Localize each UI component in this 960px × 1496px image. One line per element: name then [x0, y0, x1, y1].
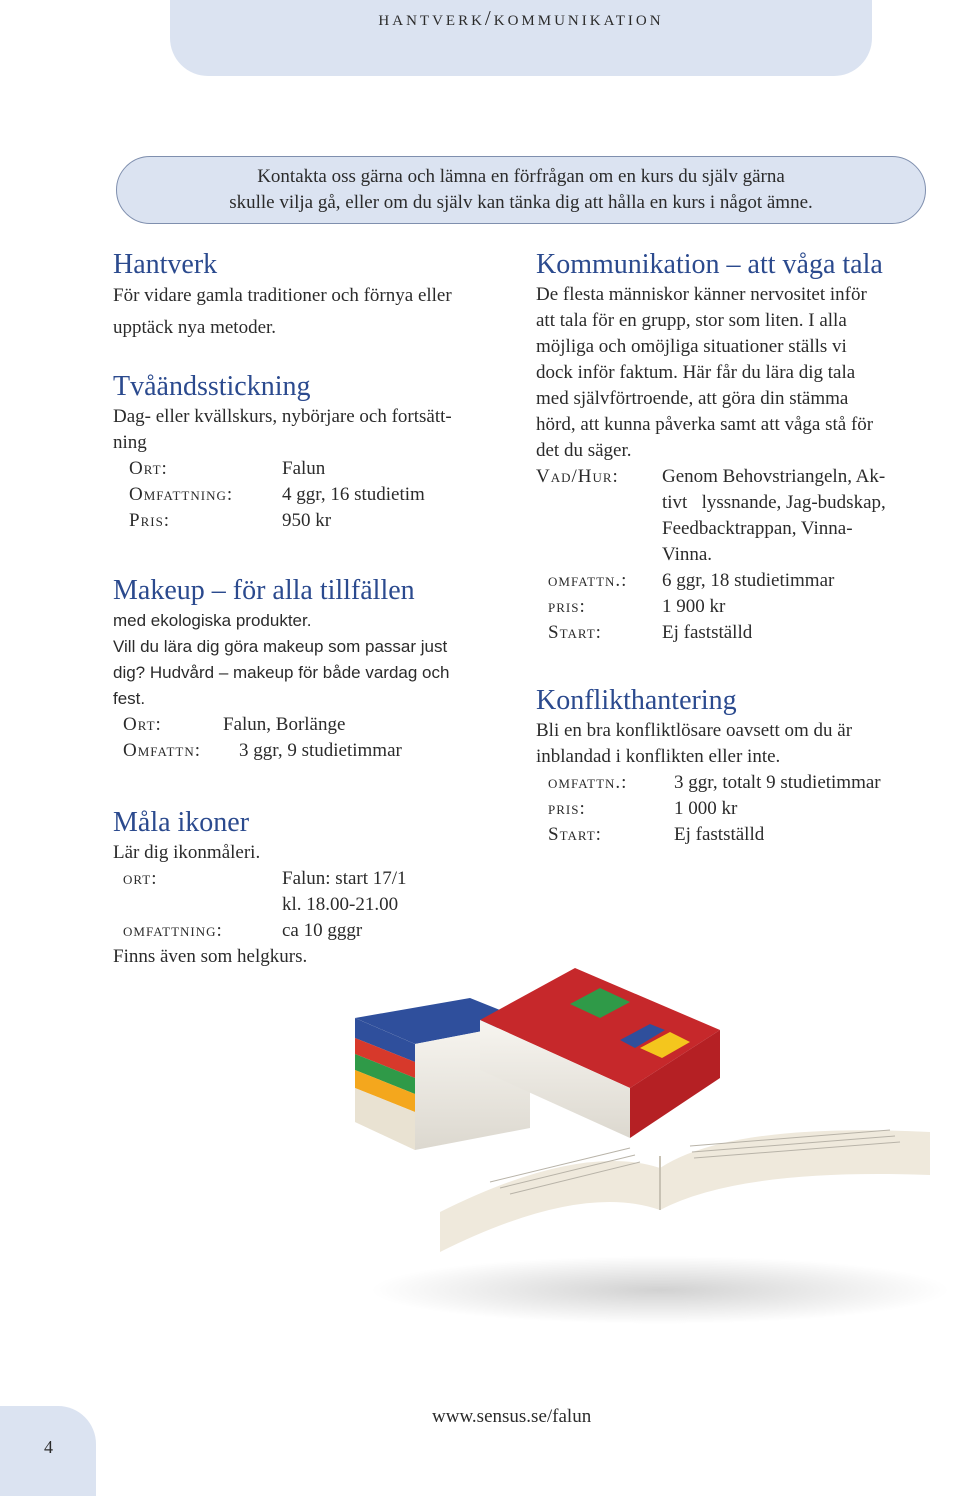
- komm-vad-4: Vinna.: [662, 544, 713, 565]
- hantverk-title: Hantverk: [113, 249, 218, 280]
- books-illustration: [330, 960, 960, 1330]
- header-title: hantverk/kommunikation: [378, 6, 664, 30]
- komm-vad-label: Vad/Hur:: [536, 466, 619, 487]
- hantverk-line-2: upptäck nya metoder.: [113, 317, 277, 338]
- konflikt-pris-label: pris:: [548, 798, 586, 819]
- komm-start-label: Start:: [548, 622, 602, 643]
- konflikt-title: Konflikthantering: [536, 685, 737, 716]
- tvaand-ort-label: Ort:: [129, 458, 168, 479]
- komm-line: hörd, att kunna påverka samt att våga stå för: [536, 414, 874, 435]
- ikoner-title: Måla ikoner: [113, 807, 250, 838]
- header-tab: [170, 0, 872, 76]
- makeup-info: [123, 712, 402, 764]
- makeup-title: Makeup – för alla tillfällen: [113, 575, 415, 606]
- konflikt-omf-label: omfattn.:: [548, 772, 628, 793]
- makeup-desc: [113, 608, 513, 712]
- tvaand-line-2: ning: [113, 432, 147, 453]
- page-number: 4: [44, 1437, 53, 1457]
- contact-text: [229, 164, 813, 216]
- right-column: [536, 248, 936, 848]
- konflikt-start: Ej fastställd: [674, 824, 765, 845]
- komm-vad-1: Genom Behovstriangeln, Ak-: [662, 466, 886, 487]
- komm-omf: 6 ggr, 18 studietimmar: [662, 570, 835, 591]
- tvaand-omf: 4 ggr, 16 studietim: [282, 484, 425, 505]
- makeup-ort: Falun, Borlänge: [223, 714, 346, 735]
- komm-line: möjliga och omöjliga situationer ställs vi: [536, 336, 847, 357]
- konflikt-line-1: Bli en bra konfliktlösare oavsett om du är: [536, 720, 853, 741]
- komm-line: dock inför faktum. Här får du lära dig tala: [536, 362, 856, 383]
- makeup-line-1: med ekologiska produkter.: [113, 611, 312, 630]
- tvaand-pris: 950 kr: [282, 510, 332, 531]
- tvaand-info: [129, 456, 425, 534]
- makeup-line-2: Vill du lära dig göra makeup som passar just: [113, 637, 448, 656]
- konflikt-desc: [536, 718, 936, 770]
- tvaand-title: Tvåändsstickning: [113, 371, 311, 402]
- konflikt-info: [536, 770, 881, 848]
- open-book: [440, 1118, 930, 1252]
- komm-line: De flesta människor känner nervositet inför: [536, 284, 867, 305]
- makeup-ort-label: Ort:: [123, 714, 162, 735]
- contact-line-1: Kontakta oss gärna och lämna en förfrågan om en kurs du själv gärna: [257, 166, 785, 187]
- konflikt-line-2: inblandad i konflikten eller inte.: [536, 746, 781, 767]
- makeup-line-3: dig? Hudvård – makeup för både vardag och: [113, 663, 450, 682]
- makeup-omf: 3 ggr, 9 studietimmar: [239, 740, 402, 761]
- ikoner-ort-label: ort:: [123, 868, 158, 889]
- footer-url[interactable]: www.sensus.se/falun: [432, 1406, 592, 1427]
- komm-info: [536, 464, 886, 646]
- ikoner-footer: Finns även som helgkurs.: [113, 946, 308, 967]
- ikoner-line-1: Lär dig ikonmåleri.: [113, 842, 261, 863]
- ikoner-ort-1: Falun: start 17/1: [282, 868, 407, 889]
- makeup-omf-label: Omfattn:: [123, 740, 202, 761]
- komm-omf-label: omfattn.:: [548, 570, 628, 591]
- ikoner-ort-2: kl. 18.00-21.00: [282, 894, 399, 915]
- tvaand-desc: [113, 404, 513, 456]
- konflikt-start-label: Start:: [548, 824, 602, 845]
- komm-vad-3: Feedbacktrappan, Vinna-: [662, 518, 853, 539]
- makeup-line-4: fest.: [113, 689, 146, 708]
- komm-line: att tala för en grupp, stor som liten. I alla: [536, 310, 847, 331]
- ikoner-info: [123, 866, 407, 944]
- komm-desc: [536, 282, 936, 464]
- komm-pris-label: pris:: [548, 596, 586, 617]
- komm-start: Ej fastställd: [662, 622, 753, 643]
- komm-pris: 1 900 kr: [662, 596, 726, 617]
- tvaand-pris-label: Pris:: [129, 510, 171, 531]
- konflikt-omf: 3 ggr, totalt 9 studietimmar: [674, 772, 881, 793]
- contact-box: [116, 156, 926, 224]
- komm-line: med självförtroende, att göra din stämma: [536, 388, 849, 409]
- ikoner-omf: ca 10 gggr: [282, 920, 363, 941]
- tvaand-omf-label: Omfattning:: [129, 484, 234, 505]
- contact-line-2: skulle vilja gå, eller om du själv kan tänka dig att hålla en kurs i något ämne.: [229, 192, 813, 213]
- hantverk-line-1: För vidare gamla traditioner och förnya eller: [113, 285, 452, 306]
- tvaand-line-1: Dag- eller kvällskurs, nybörjare och fortsätt-: [113, 406, 452, 427]
- ikoner-omf-label: omfattning:: [123, 920, 223, 941]
- hantverk-intro: [113, 280, 513, 344]
- komm-title: Kommunikation – att våga tala: [536, 249, 883, 280]
- komm-vad-2: tivt lyssnande, Jag-budskap,: [662, 492, 886, 513]
- tvaand-ort: Falun: [282, 458, 326, 479]
- komm-line: det du säger.: [536, 440, 632, 461]
- left-column: [113, 248, 513, 970]
- konflikt-pris: 1 000 kr: [674, 798, 738, 819]
